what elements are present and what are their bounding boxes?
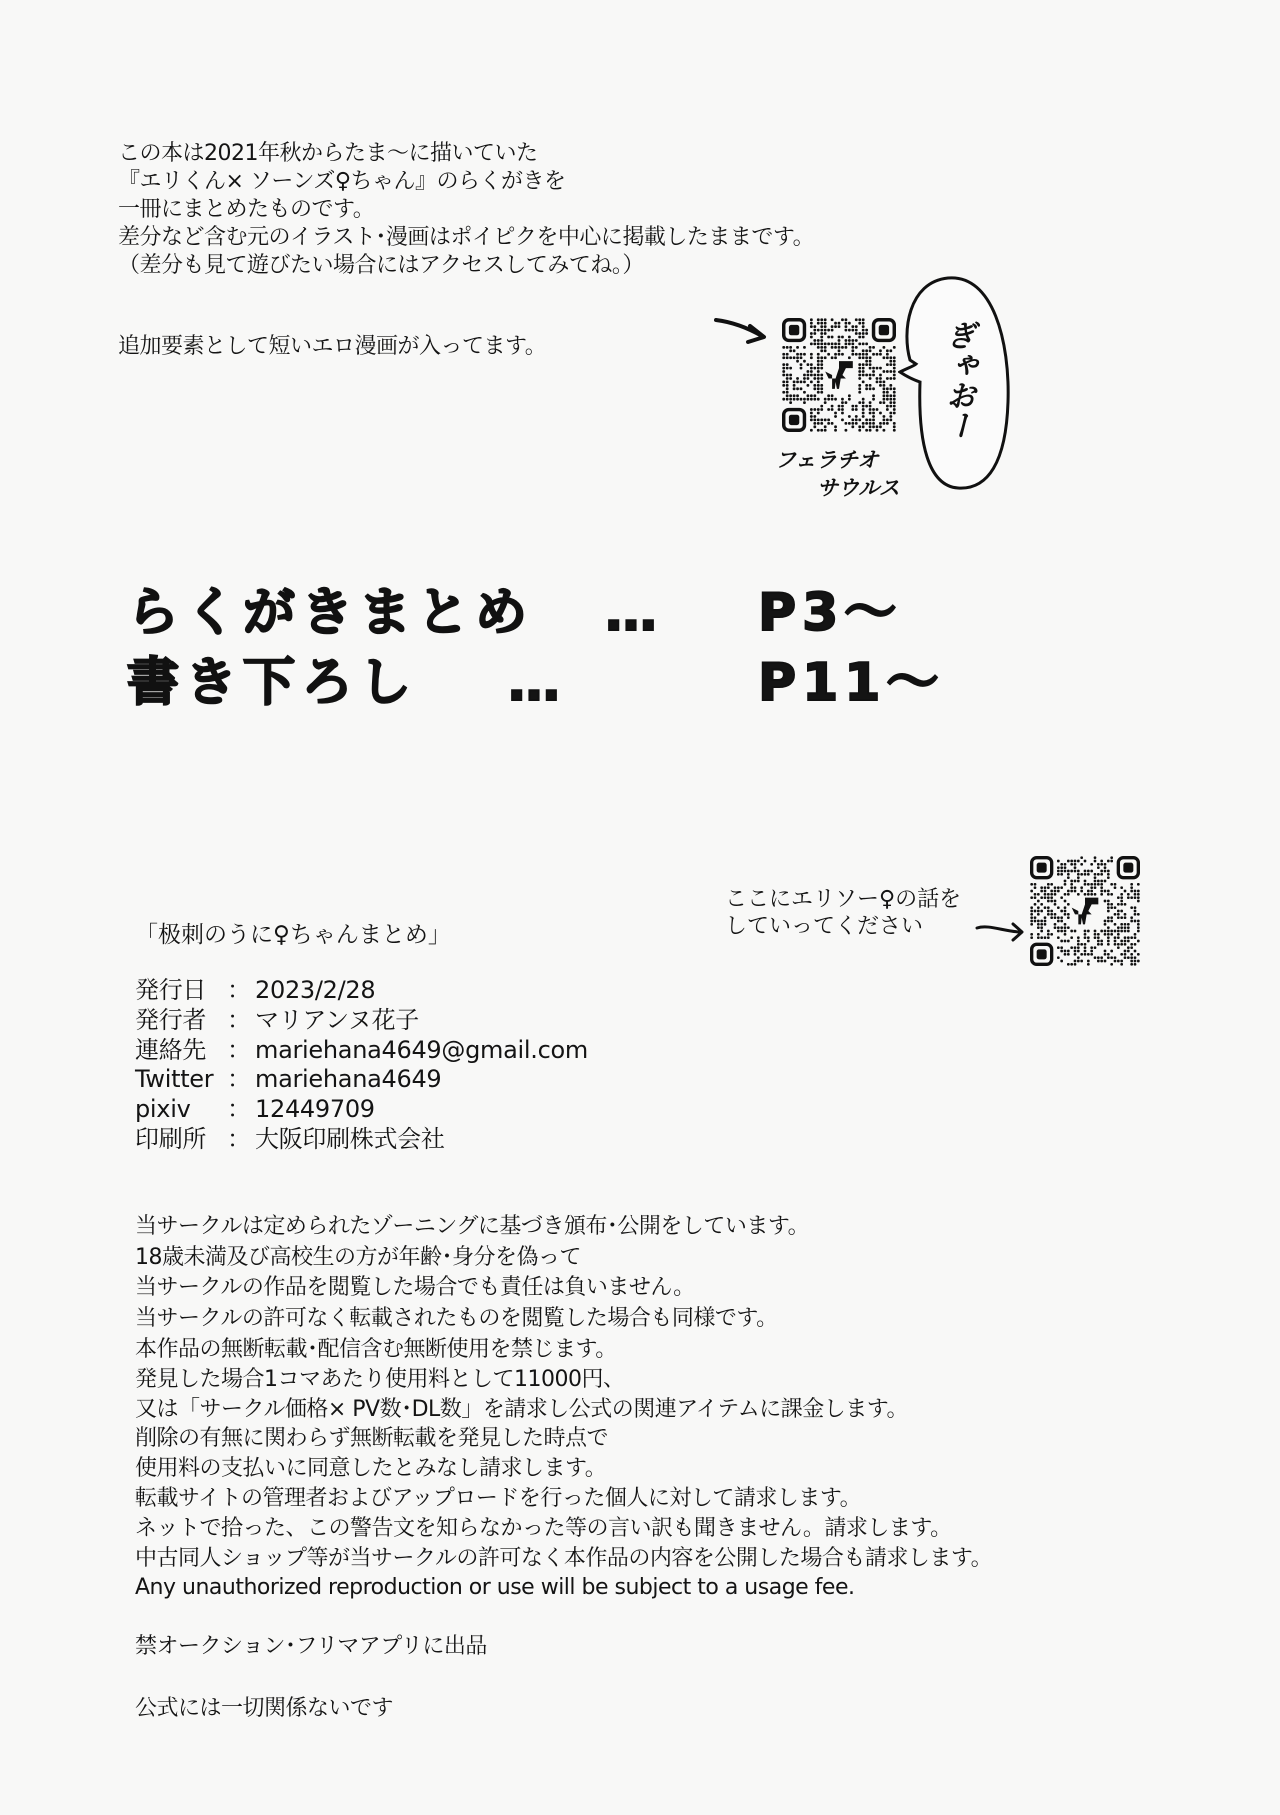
qr-code-icon[interactable] bbox=[782, 318, 896, 432]
colophon-label: 印刷所 bbox=[135, 1124, 207, 1153]
notice-line: 当サークルは定められたゾーニングに基づき頒布･公開をしています。 bbox=[135, 1214, 810, 1239]
colophon-value: 大阪印刷株式会社 bbox=[255, 1124, 445, 1153]
intro-paragraph bbox=[118, 140, 814, 280]
contents-dots: … bbox=[508, 653, 566, 713]
arrow-icon bbox=[975, 918, 1027, 944]
contents-dots: … bbox=[605, 583, 663, 643]
notice-line: 又は「サークル価格× PV数･DL数」を請求し公式の関連アイテムに課金します。 bbox=[135, 1396, 908, 1422]
contents-label: らくがきまとめ bbox=[127, 583, 534, 643]
contents-page: P3～ bbox=[758, 583, 903, 643]
copyright-notice bbox=[135, 1335, 992, 1603]
colophon-row bbox=[135, 1095, 588, 1125]
notice-line: ネットで拾った、この警告文を知らなかった等の言い訳も聞きません。請求します。 bbox=[135, 1515, 952, 1541]
notice-line: 使用料の支払いに同意したとみなし請求します。 bbox=[135, 1456, 607, 1482]
zoning-notice bbox=[135, 1212, 809, 1334]
colophon-label: 連絡先 bbox=[135, 1035, 207, 1064]
intro-line: 差分など含む元のイラスト･漫画はポイピクを中心に掲載したままです。 bbox=[118, 225, 815, 250]
colophon-email[interactable]: mariehana4649@gmail.com bbox=[255, 1035, 588, 1064]
colophon-value: マリアンヌ花子 bbox=[255, 1005, 419, 1034]
auction-notice: 禁オークション･フリマアプリに出品 bbox=[135, 1634, 487, 1659]
dinosaur-icon bbox=[825, 361, 853, 389]
qr-caption bbox=[775, 446, 900, 502]
unofficial-notice: 公式には一切関係ないです bbox=[135, 1696, 394, 1721]
colophon-label: 発行者 bbox=[135, 1005, 207, 1034]
extra-note: 追加要素として短いエロ漫画が入ってます。 bbox=[118, 334, 547, 359]
dinosaur-icon bbox=[1072, 898, 1099, 925]
colophon-value: 2023/2/28 bbox=[255, 976, 376, 1004]
qr-caption-line: サウルス bbox=[817, 476, 900, 500]
notice-line: 本作品の無断転載･配信含む無断使用を禁じます。 bbox=[135, 1337, 617, 1362]
notice-line: 18歳未満及び高校生の方が年齢･身分を偽って bbox=[135, 1244, 581, 1270]
qr-invite-text bbox=[725, 886, 961, 940]
qr-invite-line: していってください bbox=[725, 914, 924, 939]
colophon-value: mariehana4649 bbox=[255, 1065, 442, 1094]
colophon-separator: ： bbox=[227, 1035, 251, 1064]
qr-caption-line: フェラチオ bbox=[775, 448, 879, 472]
qr-invite-line: ここにエリソー♀の話を bbox=[725, 887, 962, 912]
notice-line: 削除の有無に関わらず無断転載を発見した時点で bbox=[135, 1426, 609, 1452]
speech-text: ぎゃおー bbox=[940, 320, 975, 440]
notice-line: Any unauthorized reproduction or use will be subject to a usage fee. bbox=[135, 1575, 855, 1601]
colophon-row bbox=[135, 1006, 588, 1036]
notice-line: 当サークルの作品を閲覧した場合でも責任は負いません。 bbox=[135, 1275, 695, 1300]
colophon-label: Twitter bbox=[135, 1065, 214, 1094]
colophon-table bbox=[135, 976, 588, 1155]
colophon-row bbox=[135, 1125, 588, 1155]
colophon-separator: ： bbox=[227, 976, 251, 1004]
notice-line: 中古同人ショップ等が当サークルの許可なく本作品の内容を公開した場合も請求します。 bbox=[135, 1545, 993, 1571]
colophon-row bbox=[135, 1065, 588, 1095]
intro-line: 一冊にまとめたものです。 bbox=[118, 197, 375, 222]
colophon-separator: ： bbox=[227, 1065, 251, 1094]
colophon-separator: ： bbox=[227, 1124, 251, 1153]
colophon-label: pixiv bbox=[135, 1095, 191, 1124]
colophon-row bbox=[135, 1036, 588, 1066]
qr-code-icon[interactable] bbox=[1030, 856, 1140, 966]
contents-label: 書き下ろし bbox=[127, 653, 418, 713]
intro-line: （差分も見て遊びたい場合にはアクセスしてみてね。） bbox=[118, 253, 644, 278]
notice-line: 当サークルの許可なく転載されたものを閲覧した場合も同様です。 bbox=[135, 1305, 778, 1331]
arrow-icon bbox=[712, 312, 772, 348]
colophon-value: 12449709 bbox=[255, 1095, 375, 1124]
book-title: 「极刺のうに♀ちゃんまとめ」 bbox=[135, 922, 451, 948]
intro-line: この本は2021年秋からたま～に描いていた bbox=[118, 141, 538, 166]
contents-page: P11～ bbox=[758, 653, 945, 713]
colophon-separator: ： bbox=[227, 1005, 251, 1034]
notice-line: 発見した場合1コマあたり使用料として11000円、 bbox=[135, 1366, 625, 1392]
colophon-separator: ： bbox=[227, 1095, 251, 1124]
colophon-label: 発行日 bbox=[135, 976, 207, 1004]
intro-line: 『エリくん× ソーンズ♀ちゃん』のらくがきを bbox=[118, 169, 566, 194]
notice-line: 転載サイトの管理者およびアップロードを行った個人に対して請求します。 bbox=[135, 1485, 862, 1511]
colophon-row bbox=[135, 976, 588, 1006]
